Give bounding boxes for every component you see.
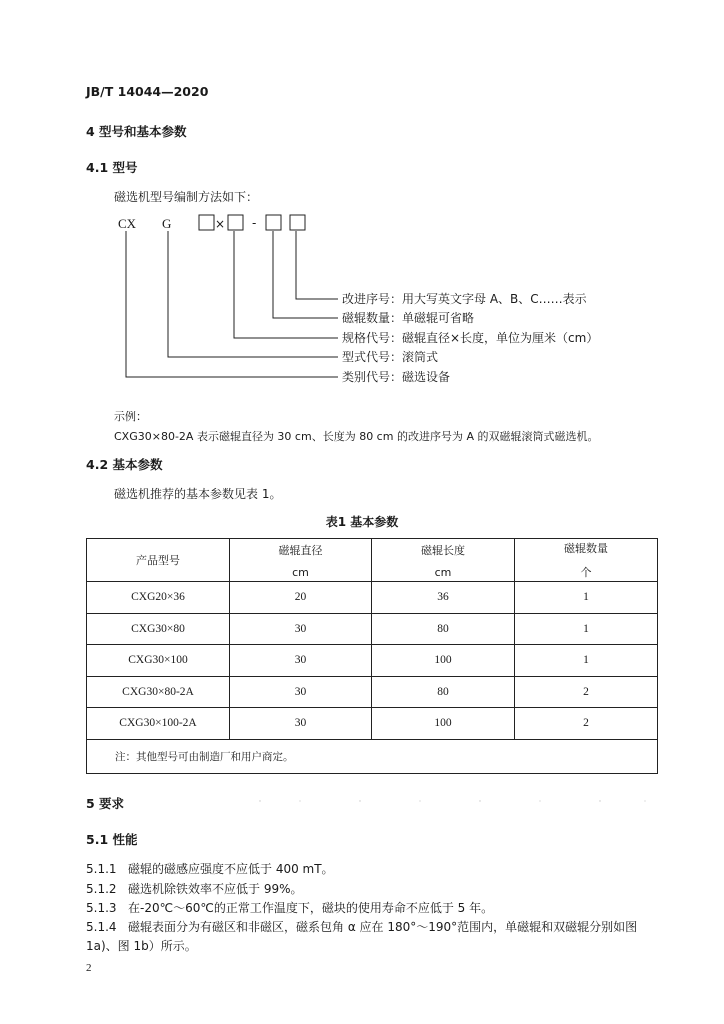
header-quantity: 磁辊数量 个: [515, 539, 658, 582]
label-spec: 规格代号：磁辊直径×长度，单位为厘米（cm）: [342, 331, 599, 345]
unit-length: cm: [434, 565, 452, 579]
cell-length: 80: [372, 613, 515, 645]
cell-model: CXG30×80: [87, 613, 230, 645]
table-caption: 表1 基本参数: [325, 515, 399, 529]
cell-diameter: 30: [230, 708, 372, 740]
leader-spec: [234, 231, 338, 338]
cell-quantity: 1: [515, 613, 658, 645]
table-row: [87, 613, 658, 645]
cell-quantity: 2: [515, 708, 658, 740]
header-model: 产品型号: [87, 539, 230, 582]
table-row: [87, 645, 658, 677]
spec-box-1: [199, 215, 214, 230]
clause-text: 磁选机除铁效率不应低于 99%。: [128, 882, 303, 896]
cell-quantity: 2: [515, 676, 658, 708]
quantity-box: [266, 215, 281, 230]
cell-length: 100: [372, 645, 515, 677]
label-type: 型式代号：滚筒式: [342, 350, 439, 364]
cell-model: CXG30×80-2A: [87, 676, 230, 708]
document-id: JB/T 14044—2020: [86, 84, 209, 99]
example-text: CXG30×80-2A 表示磁辊直径为 30 cm、长度为 80 cm 的改进序号为 A 的双磁辊滚筒式磁选机。: [114, 430, 599, 443]
basic-params-table: [86, 538, 658, 774]
params-intro-text: 磁选机推荐的基本参数见表 1。: [114, 487, 282, 501]
code-times: ×: [215, 217, 226, 231]
section-5-heading: 5 要求: [86, 796, 125, 811]
improvement-box: [290, 215, 305, 230]
cell-diameter: 30: [230, 676, 372, 708]
clause-text: 在-20℃～60℃的正常工作温度下，磁块的使用寿命不应低于 5 年。: [128, 901, 494, 915]
cell-quantity: 1: [515, 582, 658, 614]
label-improvement: 改进序号：用大写英文字母 A、B、C……表示: [342, 292, 587, 306]
code-g: G: [162, 216, 172, 231]
cell-diameter: 30: [230, 645, 372, 677]
clause-number: 5.1.1: [86, 862, 117, 876]
clause-text: 磁辊表面分为有磁区和非磁区，磁系包角 α 应在 180°～190°范围内，单磁辊和双磁辊分别如图: [128, 920, 638, 934]
clause-5-1-3: [86, 899, 493, 916]
section-4-2-heading: 4.2 基本参数: [86, 457, 163, 472]
cell-diameter: 20: [230, 582, 372, 614]
table-row: [87, 708, 658, 740]
page-number: 2: [86, 962, 92, 974]
leader-quantity: [273, 231, 338, 318]
clause-5-1-4-continued: 1a)、图 1b）所示。: [86, 939, 197, 953]
cell-model: CXG30×100: [87, 645, 230, 677]
code-cx: CX: [118, 216, 137, 231]
cell-length: 36: [372, 582, 515, 614]
cell-quantity: 1: [515, 645, 658, 677]
code-dash: -: [252, 216, 257, 230]
header-diameter: 磁辊直径 cm: [230, 539, 372, 582]
unit-diameter: cm: [292, 565, 309, 579]
cell-length: 80: [372, 676, 515, 708]
header-length: 磁辊长度 cm: [372, 539, 515, 582]
table-note-row: [87, 739, 658, 773]
section-4-1-heading: 4.1 型号: [86, 160, 138, 175]
table-note: 注：其他型号可由制造厂和用户商定。: [87, 739, 658, 773]
clause-5-1-1: [86, 860, 334, 877]
clause-text: 磁辊的磁感应强度不应低于 400 mT。: [128, 862, 334, 876]
table-header-row: [87, 539, 658, 582]
model-intro-text: 磁选机型号编制方法如下：: [114, 190, 259, 204]
section-4-heading: 4 型号和基本参数: [86, 124, 187, 139]
leader-improvement: [296, 231, 338, 299]
scan-speckle-decoration: [240, 798, 660, 804]
cell-length: 100: [372, 708, 515, 740]
label-category: 类别代号：磁选设备: [342, 370, 451, 384]
section-5-1-heading: 5.1 性能: [86, 832, 138, 847]
spec-box-2: [228, 215, 243, 230]
unit-quantity: 个: [580, 566, 592, 579]
clause-number: 5.1.4: [86, 920, 117, 934]
model-code-diagram: [0, 0, 724, 400]
cell-model: CXG30×100-2A: [87, 708, 230, 740]
cell-diameter: 30: [230, 613, 372, 645]
cell-model: CXG20×36: [87, 582, 230, 614]
table-row: [87, 582, 658, 614]
leader-category: [126, 231, 338, 377]
clause-5-1-4: [86, 918, 637, 935]
clause-5-1-2: [86, 880, 303, 897]
label-quantity: 磁辊数量：单磁辊可省略: [342, 311, 475, 325]
clause-number: 5.1.2: [86, 882, 117, 896]
clause-number: 5.1.3: [86, 901, 117, 915]
example-label: 示例：: [114, 410, 147, 423]
table-row: [87, 676, 658, 708]
